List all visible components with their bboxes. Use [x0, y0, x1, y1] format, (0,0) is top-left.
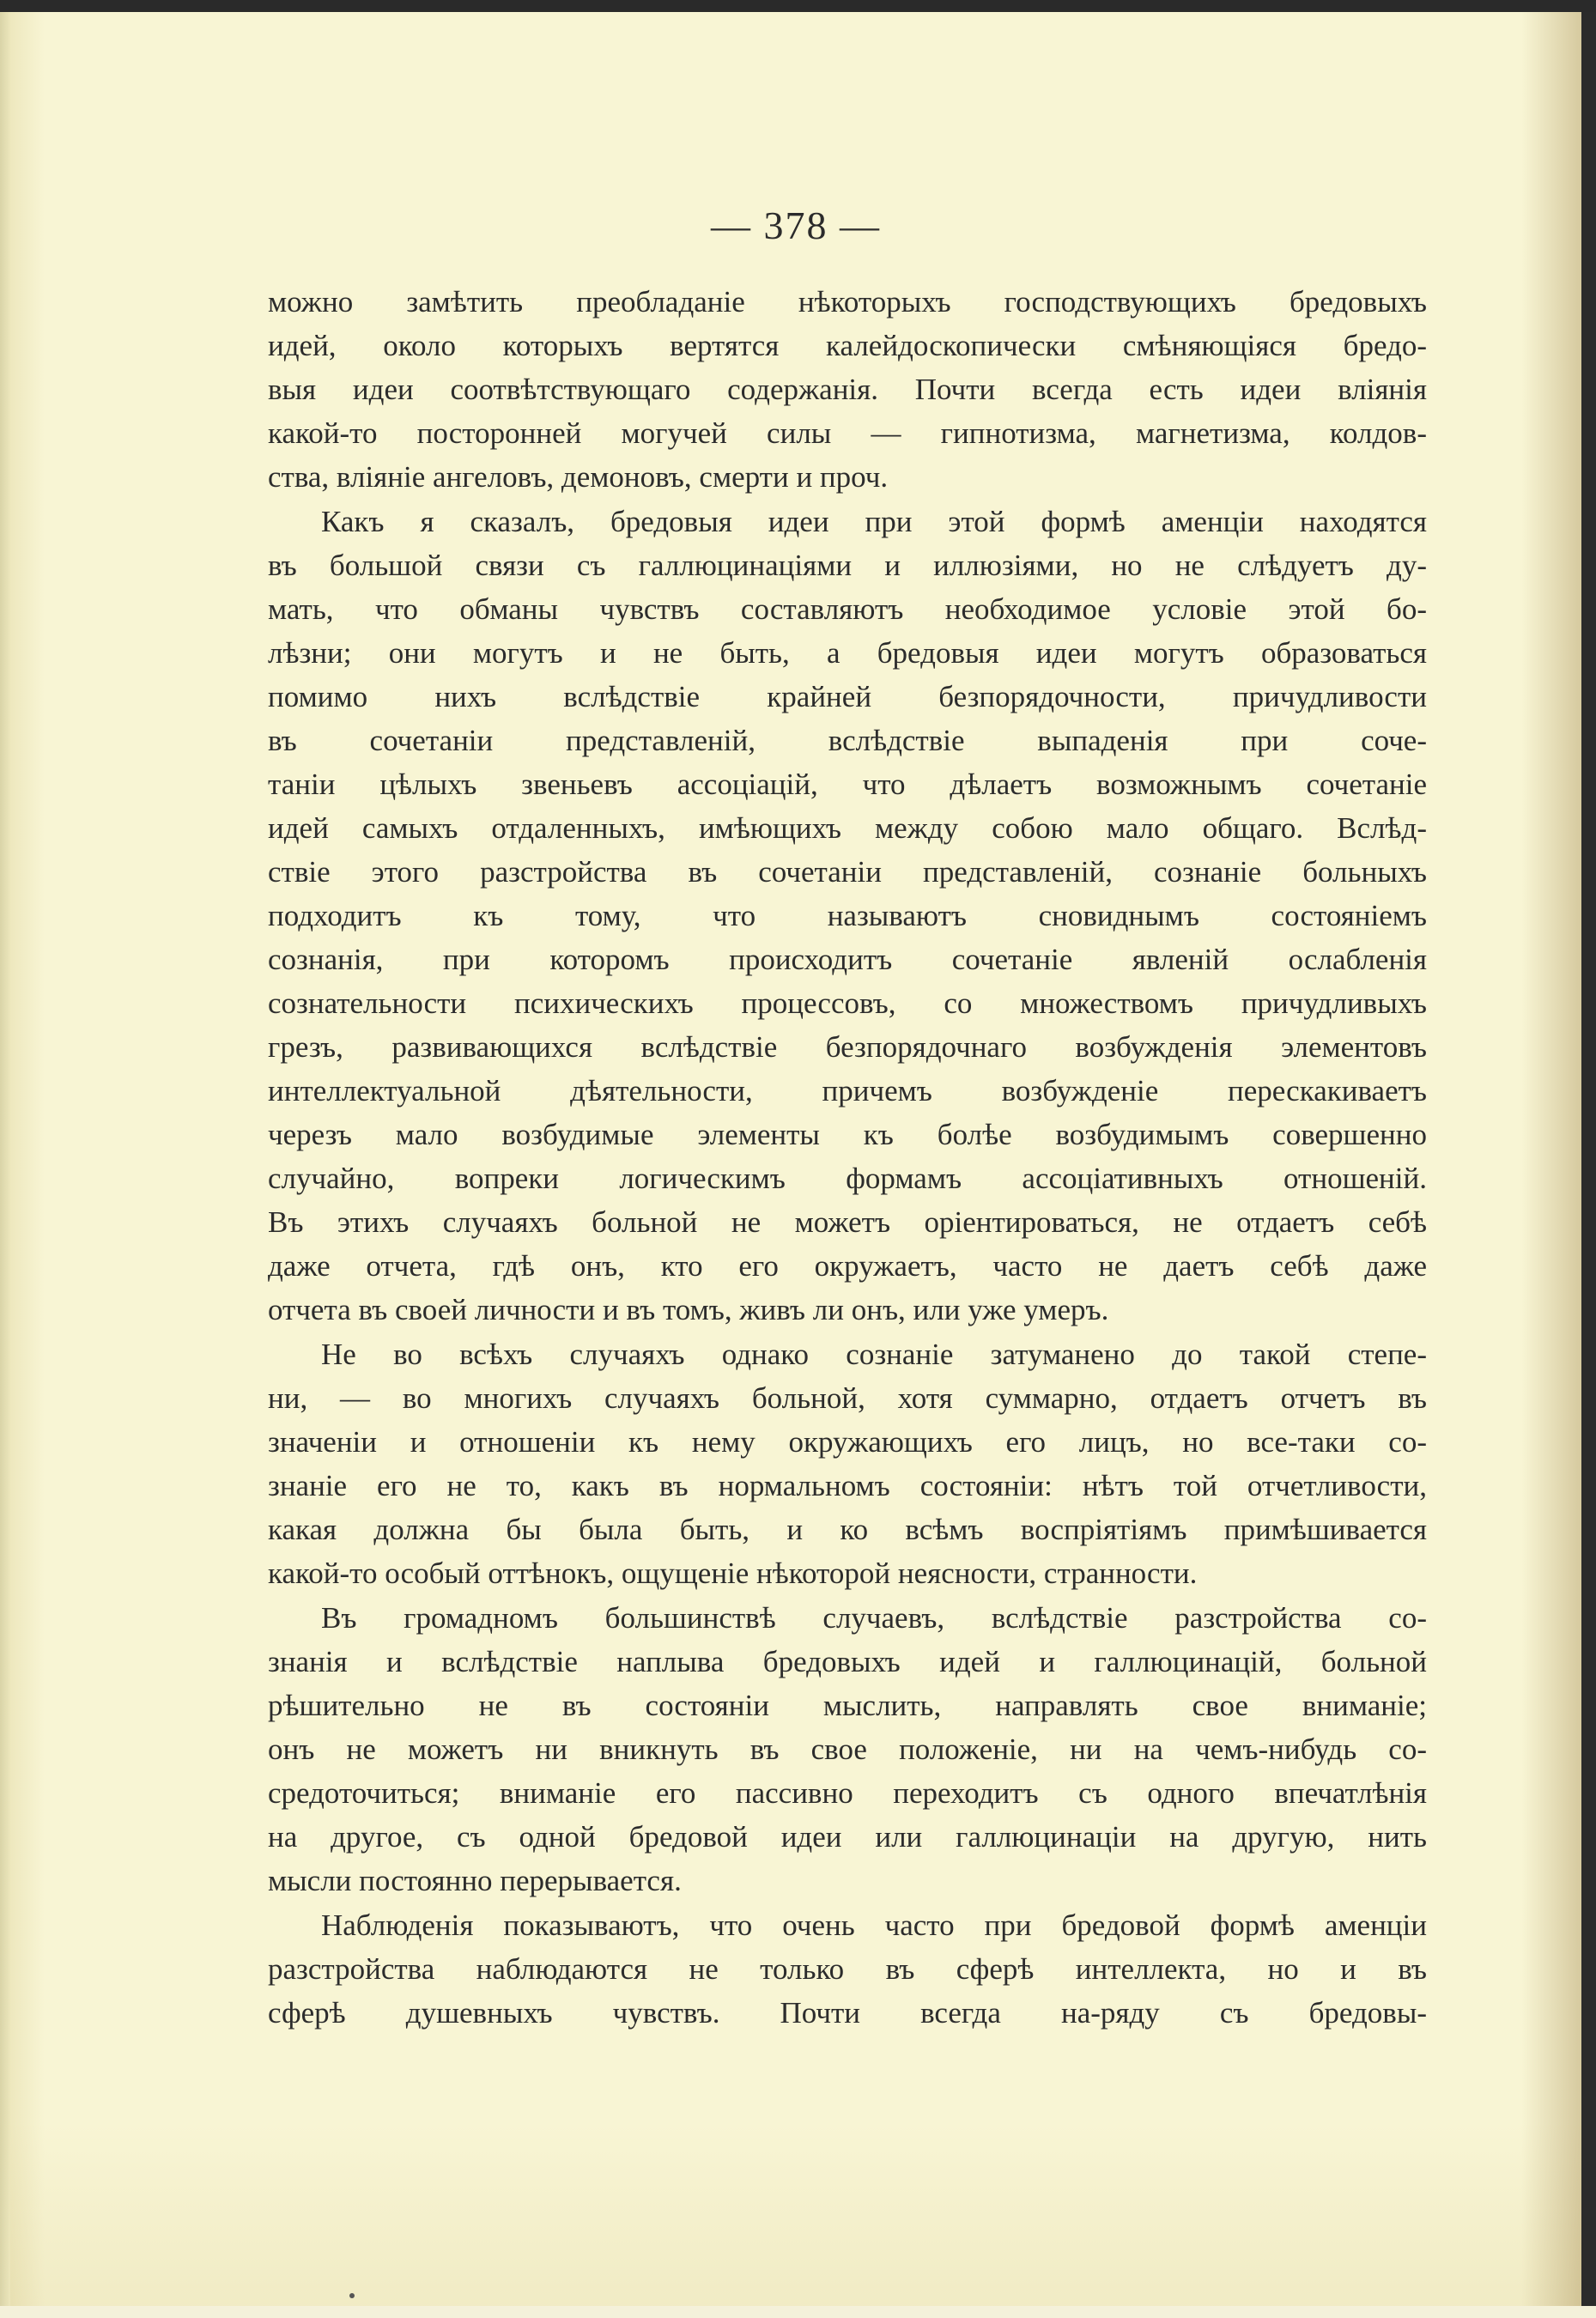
text-line: на другое, съ одной бредовой идеи или галлюцинаціи на другую, нить	[268, 1820, 1427, 1854]
text-line: ни, — во многихъ случаяхъ больной, хотя суммарно, отдаетъ отчетъ въ	[268, 1381, 1427, 1415]
paragraph-1	[268, 280, 1427, 499]
text-line: черезъ мало возбудимые элементы къ болѣе возбудимымъ совершенно	[268, 1118, 1427, 1151]
text-line: какая должна бы была быть, и ко всѣмъ воспріятіямъ примѣшивается	[268, 1513, 1427, 1546]
text-line: мысли постоянно перерывается.	[268, 1864, 682, 1897]
body-text	[268, 280, 1427, 2036]
text-line: Въ этихъ случаяхъ больной не можетъ оріентироваться, не отдаетъ себѣ	[268, 1205, 1427, 1239]
text-line: значеніи и отношеніи къ нему окружающихъ его лицъ, но все-таки со-	[268, 1425, 1427, 1459]
text-line: можно замѣтить преобладаніе нѣкоторыхъ господствующихъ бредовыхъ	[268, 285, 1427, 319]
text-line: Какъ я сказалъ, бредовыя идеи при этой формѣ аменціи находятся	[321, 505, 1427, 538]
text-line: идей самыхъ отдаленныхъ, имѣющихъ между собою мало общаго. Вслѣд-	[268, 811, 1427, 845]
scan-top-border	[0, 0, 1596, 12]
text-line: таніи цѣлыхъ звеньевъ ассоціацій, что дѣлаетъ возможнымъ сочетаніе	[268, 768, 1427, 801]
text-line: Въ громадномъ большинствѣ случаевъ, вслѣдствіе разстройства со-	[321, 1601, 1427, 1635]
text-line: какой-то особый оттѣнокъ, ощущеніе нѣкоторой неясности, странности.	[268, 1556, 1198, 1590]
text-line: подходитъ къ тому, что называютъ сновиднымъ состояніемъ	[268, 899, 1427, 932]
book-page	[10, 12, 1581, 2306]
text-line: сферѣ душевныхъ чувствъ. Почти всегда на-ряду съ бредовы-	[268, 1996, 1427, 2030]
text-line: рѣшительно не въ состояніи мыслить, направлять свое вниманіе;	[268, 1689, 1427, 1722]
text-line: лѣзни; они могутъ и не быть, а бредовыя идеи могутъ образоваться	[268, 636, 1427, 670]
paragraph-5	[268, 1903, 1427, 2035]
text-line: какой-то посторонней могучей силы — гипнотизма, магнетизма, колдов-	[268, 416, 1427, 450]
text-line: средоточиться; вниманіе его пассивно переходитъ съ одного впечатлѣнія	[268, 1776, 1427, 1810]
paragraph-4	[268, 1596, 1427, 1902]
text-line: помимо нихъ вслѣдствіе крайней безпорядочности, причудливости	[268, 680, 1427, 713]
text-line: сознанія, при которомъ происходитъ сочетаніе явленій ослабленія	[268, 943, 1427, 976]
text-line: сознательности психическихъ процессовъ, со множествомъ причудливыхъ	[268, 986, 1427, 1020]
text-line: ства, вліяніе ангеловъ, демоновъ, смерти и проч.	[268, 460, 889, 494]
text-line: Наблюденія показываютъ, что очень часто при бредовой формѣ аменціи	[321, 1908, 1427, 1942]
paragraph-3	[268, 1332, 1427, 1595]
text-line: разстройства наблюдаются не только въ сферѣ интеллекта, но и въ	[268, 1952, 1427, 1986]
text-line: интеллектуальной дѣятельности, причемъ возбужденіе перескакиваетъ	[268, 1074, 1427, 1107]
text-line: отчета въ своей личности и въ томъ, живъ ли онъ, или уже умеръ.	[268, 1293, 1109, 1326]
page-number: — 378 —	[711, 203, 881, 247]
text-line: знанія и вслѣдствіе наплыва бредовыхъ идей и галлюцинацій, больной	[268, 1645, 1427, 1678]
text-line: мать, что обманы чувствъ составляютъ необходимое условіе этой бо-	[268, 592, 1427, 626]
text-line: даже отчета, гдѣ онъ, кто его окружаетъ, часто не даетъ себѣ даже	[268, 1249, 1427, 1283]
text-line: выя идеи соотвѣтствующаго содержанія. Почти всегда есть идеи вліянія	[268, 373, 1427, 406]
paragraph-2	[268, 500, 1427, 1332]
text-line: знаніе его не то, какъ въ нормальномъ состояніи: нѣтъ той отчетливости,	[268, 1469, 1427, 1502]
text-line: ствіе этого разстройства въ сочетаніи представленій, сознаніе больныхъ	[268, 855, 1427, 889]
text-line: грезъ, развивающихся вслѣдствіе безпорядочнаго возбужденія элементовъ	[268, 1030, 1427, 1064]
text-line: онъ не можетъ ни вникнуть въ свое положеніе, ни на чемъ-нибудь со-	[268, 1732, 1427, 1766]
scan-right-border	[1581, 12, 1596, 2306]
text-line: въ большой связи съ галлюцинаціями и иллюзіями, но не слѣдуетъ ду-	[268, 549, 1427, 582]
text-line: Не во всѣхъ случаяхъ однако сознаніе затуманено до такой степе-	[321, 1338, 1427, 1371]
text-line: случайно, вопреки логическимъ формамъ ассоціативныхъ отношеній.	[268, 1162, 1427, 1195]
text-line: идей, около которыхъ вертятся калейдоскопически смѣняющіяся бредо-	[268, 329, 1427, 362]
text-line: въ сочетаніи представленій, вслѣдствіе выпаденія при соче-	[268, 724, 1427, 757]
scan-bottom-border	[0, 2306, 1596, 2318]
ink-speck	[349, 2293, 355, 2298]
